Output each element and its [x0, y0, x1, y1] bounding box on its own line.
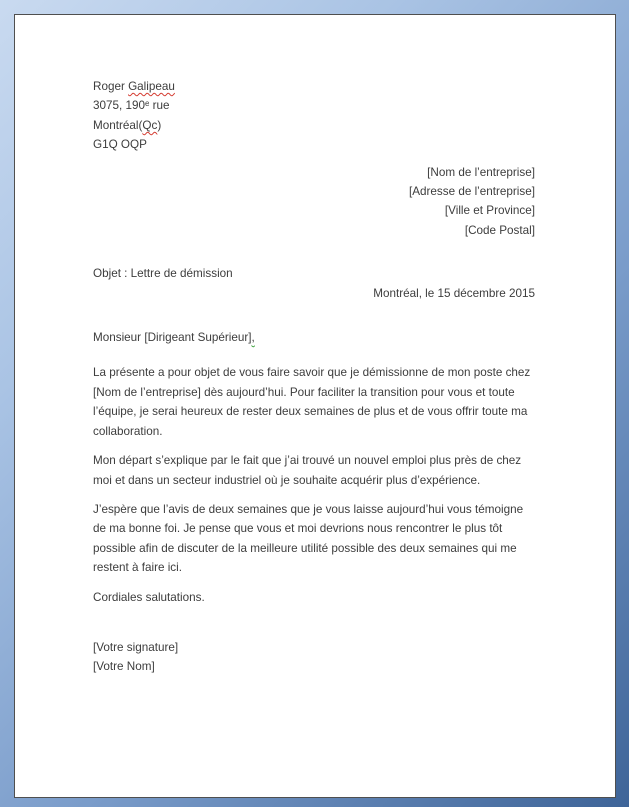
body-paragraph-1: La présente a pour objet de vous faire savoir que je démissionne de mon poste chez [Nom de l’entreprise] dès aujourd’hui. Pour faciliter la transition pour vous et toute l’équipe, je serai heureux de rester deux semaines de plus et de vous offrir toute ma collaboration. — [93, 366, 531, 438]
sender-last-name-misspelled: Galipeau — [128, 80, 175, 93]
subject-line: Objet : Lettre de démission — [93, 267, 233, 281]
body-paragraph-2: Mon départ s’explique par le fait que j’ai trouvé un nouvel emploi plus près de chez moi et dans un secteur industriel où je souhaite acquérir plus d’expérience. — [93, 454, 522, 487]
sender-name — [93, 77, 535, 96]
sender-first-name: Roger — [93, 80, 129, 93]
name-placeholder: [Votre Nom] — [93, 660, 155, 674]
sender-postal-code: G1Q OQP — [93, 138, 147, 152]
body-paragraph-3: J’espère que l’avis de deux semaines que je vous laisse aujourd’hui vous témoigne de ma bonne foi. Je pense que vous et moi devrions nous rencontrer le plus tôt possible afin de discuter de la meilleure utilité possible des deux semaines qui me restent à faire ici. — [93, 502, 524, 575]
letter-page — [14, 14, 616, 798]
signature-placeholder: [Votre signature] — [93, 640, 179, 654]
sender-region-misspelled: Qc — [142, 118, 158, 132]
salutation-line — [93, 328, 535, 347]
recipient-city-province-placeholder: [Ville et Province] — [444, 204, 535, 218]
recipient-postal-placeholder: [Code Postal] — [464, 223, 535, 237]
recipient-address-placeholder: [Adresse de l’entreprise] — [408, 185, 535, 199]
salutation-comma-grammar-mark: , — [251, 331, 255, 345]
date-line: Montréal, le 15 décembre 2015 — [373, 286, 535, 300]
closing-line: Cordiales salutations. — [93, 590, 205, 604]
sender-address-block — [93, 77, 535, 155]
recipient-company-placeholder: [Nom de l’entreprise] — [427, 165, 535, 179]
sender-street: 3075, 190ᵉ rue — [93, 99, 170, 113]
salutation-text: Monsieur [Dirigeant Supérieur] — [93, 331, 252, 345]
sender-city-suffix: ) — [157, 118, 162, 132]
recipient-address-block — [93, 163, 535, 241]
sender-city — [93, 116, 535, 135]
sender-city-name: Montréal( — [93, 118, 143, 132]
